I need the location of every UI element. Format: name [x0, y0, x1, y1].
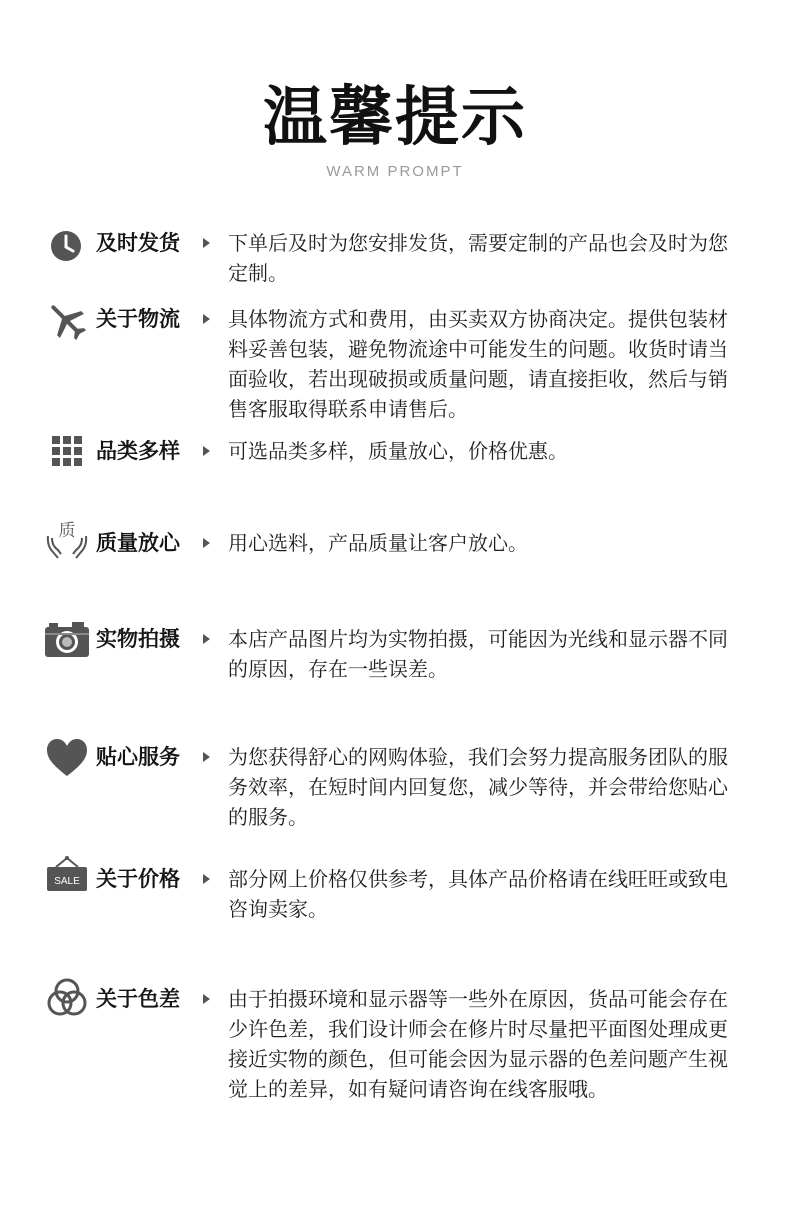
tip-label: 品类多样: [96, 439, 180, 463]
camera-icon: [44, 618, 90, 664]
tip-label: 实物拍摄: [96, 627, 180, 651]
grid-icon: [44, 430, 90, 476]
chevron-right-icon: [203, 314, 210, 324]
tip-text: 本店产品图片均为实物拍摄，可能因为光线和显示器不同的原因，存在一些误差。: [228, 627, 728, 681]
quality-hands-icon: [44, 514, 90, 560]
tip-text: 部分网上价格仅供参考，具体产品价格请在线旺旺或致电咨询卖家。: [228, 867, 728, 921]
tip-text: 下单后及时为您安排发货，需要定制的产品也会及时为您定制。: [228, 231, 728, 285]
tip-text: 具体物流方式和费用，由买卖双方协商决定。提供包装材料妥善包装，避免物流途中可能发生的问题。收货时请当面验收，若出现破损或质量问题，请直接拒收，然后与销售客服取得联系申请售后。: [228, 307, 728, 421]
tip-label: 关于物流: [96, 307, 180, 331]
chevron-right-icon: [203, 538, 210, 548]
chevron-right-icon: [203, 752, 210, 762]
clock-icon: [44, 226, 90, 272]
chevron-right-icon: [203, 238, 210, 248]
tip-text: 为您获得舒心的网购体验，我们会努力提高服务团队的服务效率，在短时间内回复您，减少等待，并会带给您贴心的服务。: [228, 745, 728, 829]
quality-char: 质: [58, 521, 76, 541]
tip-text: 用心选料，产品质量让客户放心。: [228, 531, 528, 555]
chevron-right-icon: [203, 634, 210, 644]
chevron-right-icon: [203, 994, 210, 1004]
airplane-icon: [44, 298, 90, 344]
heart-icon: [44, 736, 90, 782]
tip-label: 及时发货: [96, 231, 180, 255]
chevron-right-icon: [203, 874, 210, 884]
tip-text: 由于拍摄环境和显示器等一些外在原因，货品可能会存在少许色差，我们设计师会在修片时尽量把平面图处理成更接近实物的颜色，但可能会因为显示器的色差问题产生视觉上的差异，如有疑问请咨询在线客服哦。: [228, 987, 728, 1101]
tip-label: 贴心服务: [96, 745, 180, 769]
tip-label: 关于色差: [96, 987, 180, 1011]
tip-text: 可选品类多样，质量放心，价格优惠。: [228, 439, 568, 463]
sale-text: SALE: [54, 876, 80, 887]
color-circles-icon: [44, 976, 90, 1022]
page-title: 温馨提示: [263, 81, 527, 155]
tip-label: 质量放心: [96, 531, 180, 555]
tip-label: 关于价格: [96, 867, 180, 891]
page-subtitle: WARM PROMPT: [326, 163, 464, 180]
chevron-right-icon: [203, 446, 210, 456]
sale-sign-icon: [44, 854, 90, 900]
